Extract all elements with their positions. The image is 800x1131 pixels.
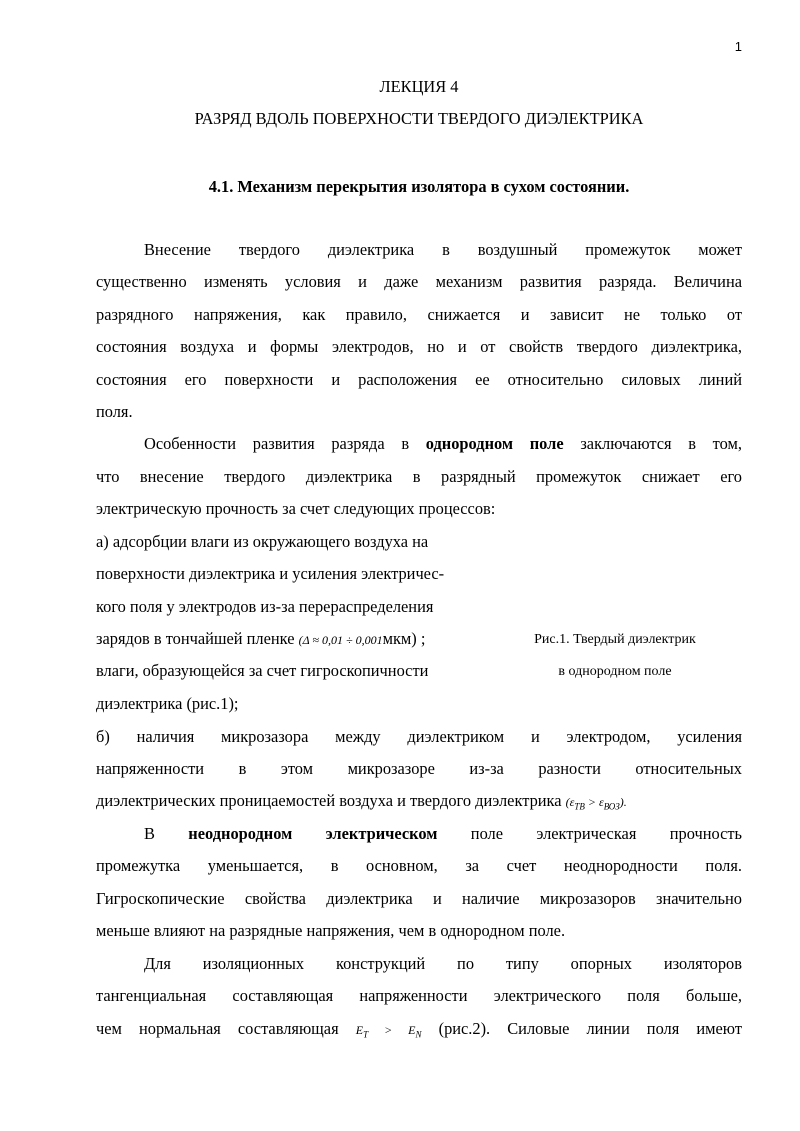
text-span: Особенности развития разряда в [144, 434, 426, 453]
text-span: поле электрическая прочность [437, 824, 742, 843]
paragraph-line: существенно изменять условия и даже механизм развития разряда. Величина [96, 272, 742, 291]
figure1-caption-line1: Рис.1. Твердый диэлектрик [534, 632, 696, 647]
item-a-line: а) адсорбции влаги из окружающего воздуха на [96, 532, 429, 551]
formula-part: (ε [565, 795, 575, 809]
paragraph-line: промежутка уменьшается, в основном, за счет неоднородности поля. [96, 856, 742, 875]
formula-subscript: ВОЗ [603, 801, 620, 812]
formula-subscript: ТВ [574, 801, 585, 812]
text-span: чем нормальная составляющая [96, 1019, 356, 1038]
paragraph-line: электрическую прочность за счет следующих процессов: [96, 499, 496, 518]
text-span: (рис.2). Силовые линии поля имеют [421, 1019, 742, 1038]
lecture-subtitle: РАЗРЯД ВДОЛЬ ПОВЕРХНОСТИ ТВЕРДОГО ДИЭЛЕКТРИКА [194, 109, 644, 128]
text-span: В [144, 824, 189, 843]
item-b-line: б) наличия микрозазора между диэлектриком и электродом, усиления [96, 727, 742, 746]
paragraph-line: тангенциальная составляющая напряженности электрического поля больше, [96, 986, 742, 1005]
page-number: 1 [734, 39, 742, 54]
text-span: зарядов в тончайшей пленке [96, 629, 299, 648]
bold-term-nonuniform-field: неоднородном электрическом [188, 824, 438, 843]
paragraph-line: меньше влияют на разрядные напряжения, чем в однородном поле. [96, 921, 566, 940]
text-span: заключаются в том, [563, 434, 742, 453]
paragraph-line: Внесение твердого диэлектрика в воздушный промежуток может [144, 240, 742, 259]
bold-term-uniform-field: однородном поле [425, 434, 564, 453]
formula-part: > E [368, 1023, 416, 1037]
paragraph-line [144, 823, 742, 845]
formula-subscript: N [415, 1029, 422, 1040]
paragraph-line: разрядного напряжения, как правило, снижается и зависит не только от [96, 305, 742, 324]
section-heading: 4.1. Механизм перекрытия изолятора в сухом состоянии. [208, 177, 630, 196]
paragraph-line [96, 1018, 742, 1040]
paragraph-line: поля. [96, 402, 133, 421]
item-a-line [96, 628, 516, 650]
item-b-line [96, 790, 742, 812]
paragraph-line: что внесение твердого диэлектрика в разрядный промежуток снижает его [96, 467, 742, 486]
figure1-caption-line2: в однородном поле [558, 664, 672, 679]
lecture-title: ЛЕКЦИЯ 4 [379, 77, 459, 96]
paragraph-line [144, 433, 742, 455]
item-a-line: кого поля у электродов из-за перераспределения [96, 597, 434, 616]
item-a-line: влаги, образующейся за счет гигроскопичности [96, 661, 429, 680]
formula-part: > ε [584, 795, 604, 809]
paragraph-line: состояния воздуха и формы электродов, но и от свойств твердого диэлектрика, [96, 337, 742, 356]
item-b-line: напряженности в этом микрозазоре из-за разности относительных [96, 759, 742, 778]
formula-part: E [355, 1023, 364, 1037]
formula-part: ). [619, 795, 627, 809]
text-span: мкм) ; [382, 629, 426, 648]
formula-film-thickness: (Δ ≈ 0,01 ÷ 0,001 [298, 633, 383, 647]
paragraph-line: Для изоляционных конструкций по типу опорных изоляторов [144, 954, 742, 973]
item-a-line: диэлектрика (рис.1); [96, 694, 239, 713]
paragraph-line: Гигроскопические свойства диэлектрика и наличие микрозазоров значительно [96, 889, 742, 908]
formula-subscript: T [363, 1029, 369, 1040]
formula-permittivity [565, 795, 627, 812]
paragraph-line: состояния его поверхности и расположения ее относительно силовых линий [96, 370, 742, 389]
item-a-line: поверхности диэлектрика и усиления электричес- [96, 564, 445, 583]
text-span: диэлектрических проницаемостей воздуха и твердого диэлектрика [96, 791, 562, 810]
formula-field-components [355, 1023, 422, 1040]
